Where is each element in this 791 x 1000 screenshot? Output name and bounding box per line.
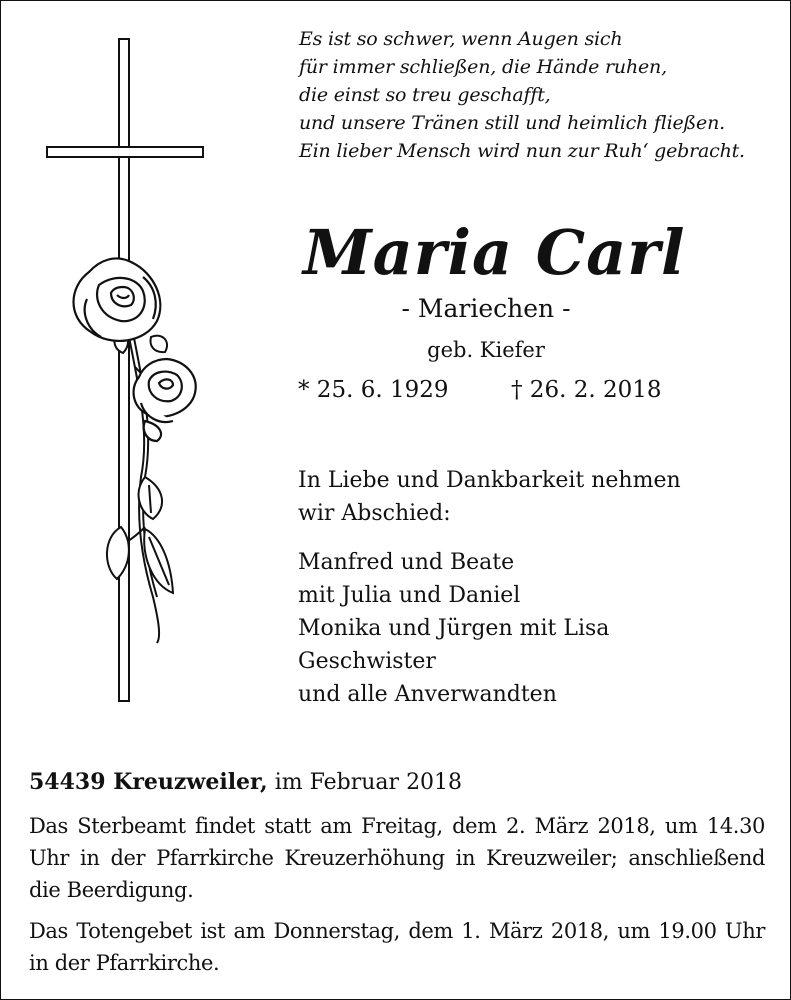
date: im Februar 2018	[267, 770, 463, 795]
deceased-name: Maria Carl	[303, 216, 686, 289]
deceased-nickname: - Mariechen -	[401, 294, 571, 323]
place: 54439 Kreuzweiler,	[29, 769, 268, 795]
prayer-notice: Das Totengebet ist am Donnerstag, dem 1. März 2018, um 19.00 Uhr in der Pfarrkirche.	[29, 919, 765, 975]
poem-line: für immer schließen, die Hände ruhen,	[299, 56, 667, 78]
mourner-line: Geschwister	[298, 649, 436, 674]
place-and-date	[29, 766, 462, 799]
funeral-notice: Das Sterbeamt findet statt am Freitag, dem 2. März 2018, um 14.30 Uhr in der Pfarrkirche Kreuzerhöhung in Kreuzweiler; anschließend die Beerdigung.	[29, 814, 765, 902]
mourners-list	[298, 546, 768, 711]
farewell-line: wir Abschied:	[298, 501, 451, 526]
mourner-line: mit Julia und Daniel	[298, 583, 521, 608]
farewell-line: In Liebe und Dankbarkeit nehmen	[298, 468, 681, 493]
farewell-text	[298, 464, 768, 530]
poem-line: Es ist so schwer, wenn Augen sich	[299, 28, 623, 50]
mourner-line: und alle Anverwandten	[298, 682, 557, 707]
mourner-line: Monika und Jürgen mit Lisa	[298, 616, 610, 641]
cross-with-roses-icon	[41, 37, 211, 707]
poem-line: und unsere Tränen still und heimlich fließen.	[299, 112, 725, 134]
mourner-line: Manfred und Beate	[298, 550, 515, 575]
death-date: † 26. 2. 2018	[511, 377, 662, 403]
poem-line: Ein lieber Mensch wird nun zur Ruh‘ gebracht.	[299, 140, 745, 162]
poem	[299, 25, 779, 165]
poem-line: die einst so treu geschafft,	[299, 84, 551, 106]
birth-date: * 25. 6. 1929	[298, 377, 449, 403]
birth-name: geb. Kiefer	[427, 338, 545, 362]
